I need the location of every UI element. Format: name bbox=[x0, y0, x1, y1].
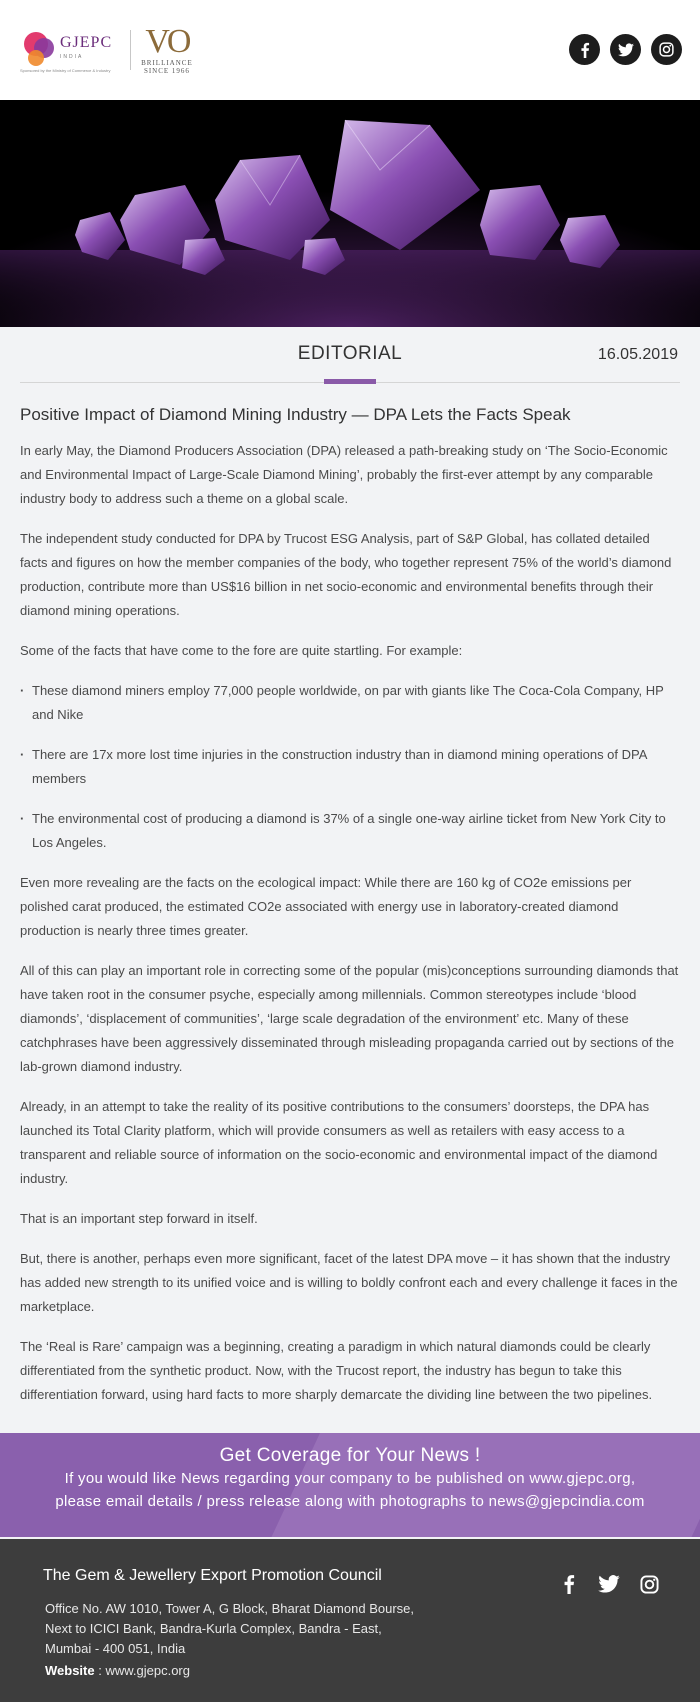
header bbox=[0, 0, 700, 100]
footer bbox=[0, 1539, 700, 1702]
twitter-icon[interactable] bbox=[610, 34, 641, 65]
list-item: · These diamond miners employ 77,000 people worldwide, on par with giants like The Coca-Cola Company, HP and Nike bbox=[20, 679, 680, 727]
footer-org-name: The Gem & Jewellery Export Promotion Council bbox=[43, 1567, 382, 1584]
header-social bbox=[569, 34, 682, 65]
publish-date: 16.05.2019 bbox=[597, 346, 678, 363]
gjepc-logo-text bbox=[60, 34, 112, 60]
article-paragraph: But, there is another, perhaps even more significant, facet of the latest DPA move – it has shown that the industry has added new strength to its unified voice and is willing to boldly confront each and every challenge it faces in the marketplace. bbox=[20, 1251, 678, 1314]
instagram-icon[interactable] bbox=[651, 34, 682, 65]
logo-sub: INDIA bbox=[60, 54, 84, 60]
article bbox=[20, 405, 680, 1423]
gjepc-logo-icon bbox=[20, 28, 56, 72]
article-paragraph: Even more revealing are the facts on the ecological impact: While there are 160 kg of CO2e emissions per polished carat produced, the estimated CO2e associated with energy use in laboratory-created diamond production is nearly three times greater. bbox=[20, 875, 632, 938]
editorial-header bbox=[20, 327, 680, 383]
logo-name: GJEPC bbox=[60, 34, 113, 51]
website-separator: : bbox=[94, 1663, 106, 1678]
banner-line[interactable]: please email details / press release along with photographs to news@gjepcindia.com bbox=[55, 1493, 645, 1510]
article-paragraph: The ‘Real is Rare’ campaign was a beginning, creating a paradigm in which natural diamonds could be clearly differentiated from the synthetic product. Now, with the Trucost report, the industry has begun to take this differentiation forward, using hard facts to more sharply demarcate the dividing line between the two pipelines. bbox=[20, 1339, 653, 1402]
footer-address-line: Next to ICICI Bank, Bandra-Kurla Complex, Bandra - East, bbox=[45, 1621, 382, 1636]
footer-address-line: Office No. AW 1010, Tower A, G Block, Bharat Diamond Bourse, bbox=[45, 1601, 414, 1616]
logo-tagline: Sponsored by the Ministry of Commerce & Industry bbox=[20, 68, 111, 73]
logo-divider bbox=[130, 30, 131, 70]
banner-line[interactable]: If you would like News regarding your company to be published on www.gjepc.org, bbox=[64, 1470, 636, 1487]
instagram-icon[interactable] bbox=[638, 1573, 660, 1595]
logo-group[interactable] bbox=[20, 20, 193, 80]
facebook-icon[interactable] bbox=[569, 34, 600, 65]
hero-diamonds-image bbox=[0, 100, 700, 327]
twitter-icon[interactable] bbox=[598, 1573, 620, 1595]
article-headline: Positive Impact of Diamond Mining Industry — DPA Lets the Facts Speak bbox=[20, 405, 571, 424]
article-paragraph: Some of the facts that have come to the fore are quite startling. For example: bbox=[20, 643, 463, 658]
facebook-icon[interactable] bbox=[558, 1573, 580, 1595]
vo-mark: VO bbox=[145, 23, 189, 60]
website-label: Website bbox=[45, 1663, 95, 1678]
website-link[interactable]: www.gjepc.org bbox=[105, 1663, 190, 1678]
footer-address-line: Mumbai - 400 051, India bbox=[45, 1641, 186, 1656]
article-paragraph: That is an important step forward in itself. bbox=[20, 1211, 258, 1226]
list-item: · There are 17x more lost time injuries in the construction industry than in diamond mining operations of DPA members bbox=[20, 743, 680, 791]
title-accent-bar bbox=[324, 379, 376, 384]
article-paragraph: The independent study conducted for DPA by Trucost ESG Analysis, part of S&P Global, has collated detailed facts and figures on how the member companies of the body, who together represent 75% of the world’s diamond production, contribute more than US$16 billion in net socio-economic and environmental benefits through their diamond mining operations. bbox=[20, 531, 672, 618]
vo-line2: SINCE 1966 bbox=[143, 67, 190, 75]
article-paragraph: In early May, the Diamond Producers Association (DPA) released a path-breaking study on ‘The Socio-Economic and Environmental Impact of Large-Scale Diamond Mining’, probably the first-ever attempt by any comparable industry body to address such a theme on a global scale. bbox=[20, 443, 668, 506]
news-coverage-banner bbox=[0, 1433, 700, 1537]
list-item: · The environmental cost of producing a diamond is 37% of a single one-way airline ticket from New York City to Los Angeles. bbox=[20, 807, 680, 855]
article-paragraph: All of this can play an important role in correcting some of the popular (mis)conceptions surrounding diamonds that have taken root in the consumer psyche, especially among millennials. Common stereotypes include ‘blood diamonds’, ‘displacement of communities’, ‘large scale degradation of the environment’ etc. Many of these catchphrases have been aggressively disseminated through misleading propaganda carried out by sections of the lab-grown diamond industry. bbox=[20, 963, 679, 1074]
footer-website bbox=[45, 1663, 190, 1678]
vo-line1: BRILLIANCE bbox=[141, 59, 193, 67]
banner-title: Get Coverage for Your News ! bbox=[219, 1445, 481, 1466]
brilliance-logo bbox=[141, 25, 193, 75]
article-paragraph: Already, in an attempt to take the reality of its positive contributions to the consumers’ doorsteps, the DPA has launched its Total Clarity platform, which will provide consumers as well as retailers with easy access to a transparent and reliable source of information on the socio-economic and environmental impact of the diamond industry. bbox=[20, 1099, 658, 1186]
facts-list bbox=[20, 679, 680, 855]
section-title: EDITORIAL bbox=[297, 343, 403, 364]
footer-social bbox=[558, 1573, 660, 1595]
